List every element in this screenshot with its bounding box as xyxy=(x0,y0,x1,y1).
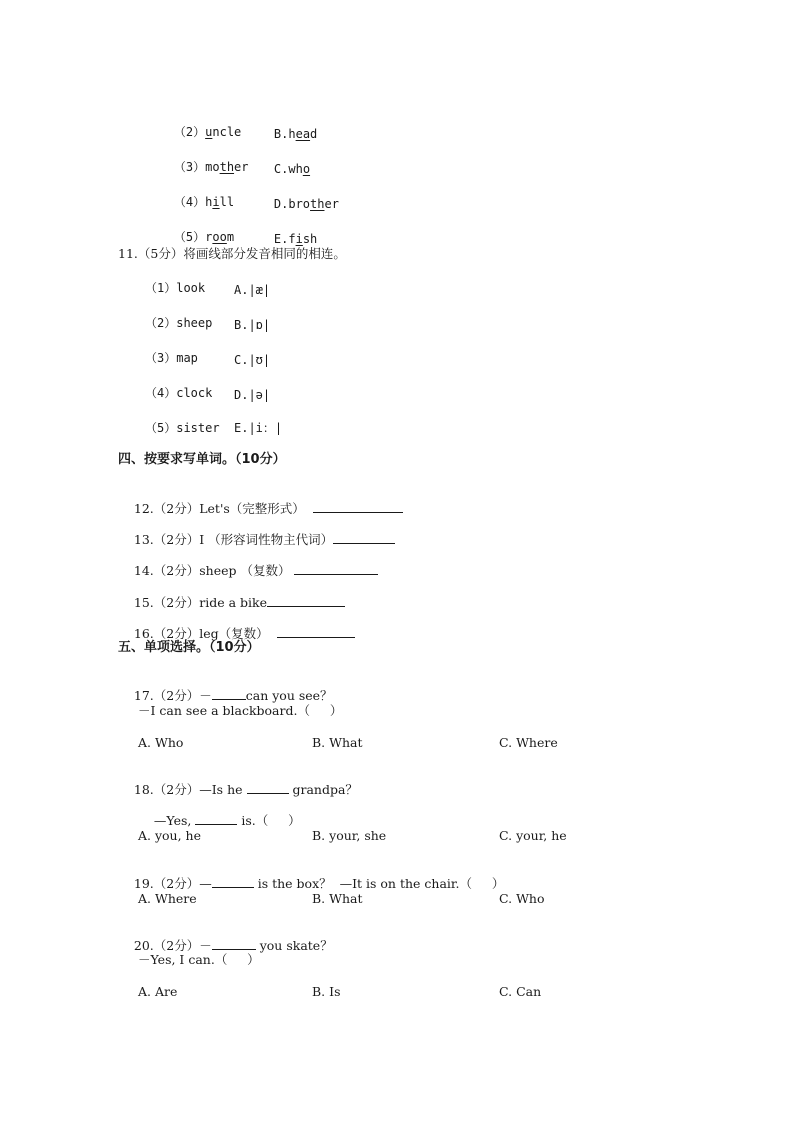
answer-blank[interactable] xyxy=(212,875,254,888)
q11-option-a: A.|æ| xyxy=(234,283,271,297)
q17-option-a[interactable]: A. Who xyxy=(138,735,184,750)
q11-option-d: D.|ə| xyxy=(234,388,271,402)
q11-word-2: （2）sheep xyxy=(145,316,213,330)
question-15: 15.（2分）ride a bike xyxy=(118,578,345,627)
underlined-letters: o xyxy=(302,162,311,176)
q11-option-b: B.|ɒ| xyxy=(234,318,271,332)
q11-word-5: （5）sister xyxy=(145,421,220,435)
q17-option-b[interactable]: B. What xyxy=(312,735,363,750)
underlined-letters: oo xyxy=(212,230,227,244)
underlined-letters: th xyxy=(310,197,325,211)
q11-option-e: E.|i：| xyxy=(234,421,283,435)
answer-blank[interactable] xyxy=(212,687,246,700)
question-18: 18.（2分）—Is he grandpa？ xyxy=(133,782,358,797)
underlined-letters: u xyxy=(205,125,213,139)
match-item-5: （5）room xyxy=(173,230,235,244)
q20-option-c[interactable]: C. Can xyxy=(499,984,542,999)
answer-blank[interactable] xyxy=(267,594,345,607)
item-number: （3） xyxy=(173,160,206,174)
underlined-letters: ea xyxy=(295,127,311,141)
match-item-2: （2）uncle xyxy=(173,125,242,139)
q19-option-b[interactable]: B. What xyxy=(312,891,363,906)
answer-blank[interactable] xyxy=(247,781,289,794)
q11-option-c: C.|ʊ| xyxy=(234,353,271,367)
item-number: （4） xyxy=(173,195,206,209)
q18-option-a[interactable]: A. you, he xyxy=(138,828,202,843)
q18-option-b[interactable]: B. your, she xyxy=(312,828,387,843)
question-14: 14.（2分）sheep （复数） xyxy=(118,546,378,595)
question-17: 17.（2分）－ can you see？ xyxy=(133,688,333,703)
q17-option-c[interactable]: C. Where xyxy=(499,735,558,750)
match-item-4: （4）hill xyxy=(173,195,235,209)
answer-blank[interactable] xyxy=(277,625,355,638)
answer-blank[interactable] xyxy=(333,531,395,544)
answer-blank[interactable] xyxy=(195,812,237,825)
q18-option-c[interactable]: C. your, he xyxy=(499,828,567,843)
section-5-heading: 五、单项选择。（10分） xyxy=(118,640,260,655)
question-12: 12.（2分）Let's（完整形式） xyxy=(118,484,403,533)
question-11-title: 11.（5分）将画线部分发音相同的相连。 xyxy=(118,246,346,261)
item-number: （5） xyxy=(173,230,206,244)
answer-blank[interactable] xyxy=(313,500,403,513)
underlined-letters: th xyxy=(219,160,235,174)
q11-word-3: （3）map xyxy=(145,351,198,365)
q20-option-a[interactable]: A. Are xyxy=(138,984,178,999)
underlined-letters: i xyxy=(295,232,303,246)
q11-word-4: （4）clock xyxy=(145,386,213,400)
match-option-c: C.who xyxy=(273,162,311,176)
match-option-e: E.fish xyxy=(273,232,318,246)
question-17-answer: －I can see a blackboard.（ ） xyxy=(138,703,343,718)
match-item-3: （3）mother xyxy=(173,160,249,174)
q19-option-a[interactable]: A. Where xyxy=(138,891,197,906)
q11-word-1: （1）look xyxy=(145,281,206,295)
answer-blank[interactable] xyxy=(294,562,378,575)
question-13: 13.（2分）I （形容词性物主代词） xyxy=(118,515,395,564)
section-4-heading: 四、按要求写单词。（10分） xyxy=(118,452,286,467)
question-16: 16.（2分）leg（复数） xyxy=(118,609,355,658)
question-20-answer: －Yes, I can.（ ） xyxy=(138,952,260,967)
q20-option-b[interactable]: B. Is xyxy=(312,984,341,999)
question-19: 19.（2分）— is the box？ —It is on the chair.（ ） xyxy=(133,876,505,891)
underlined-letters: i xyxy=(212,195,220,209)
item-number: （2） xyxy=(173,125,206,139)
question-18-answer: —Yes, is.（ ） xyxy=(153,813,301,828)
answer-blank[interactable] xyxy=(212,937,256,950)
match-option-d: D.brother xyxy=(273,197,339,211)
match-option-b: B.head xyxy=(273,127,318,141)
q19-option-c[interactable]: C. Who xyxy=(499,891,545,906)
question-20: 20.（2分）－ you skate？ xyxy=(133,938,333,953)
